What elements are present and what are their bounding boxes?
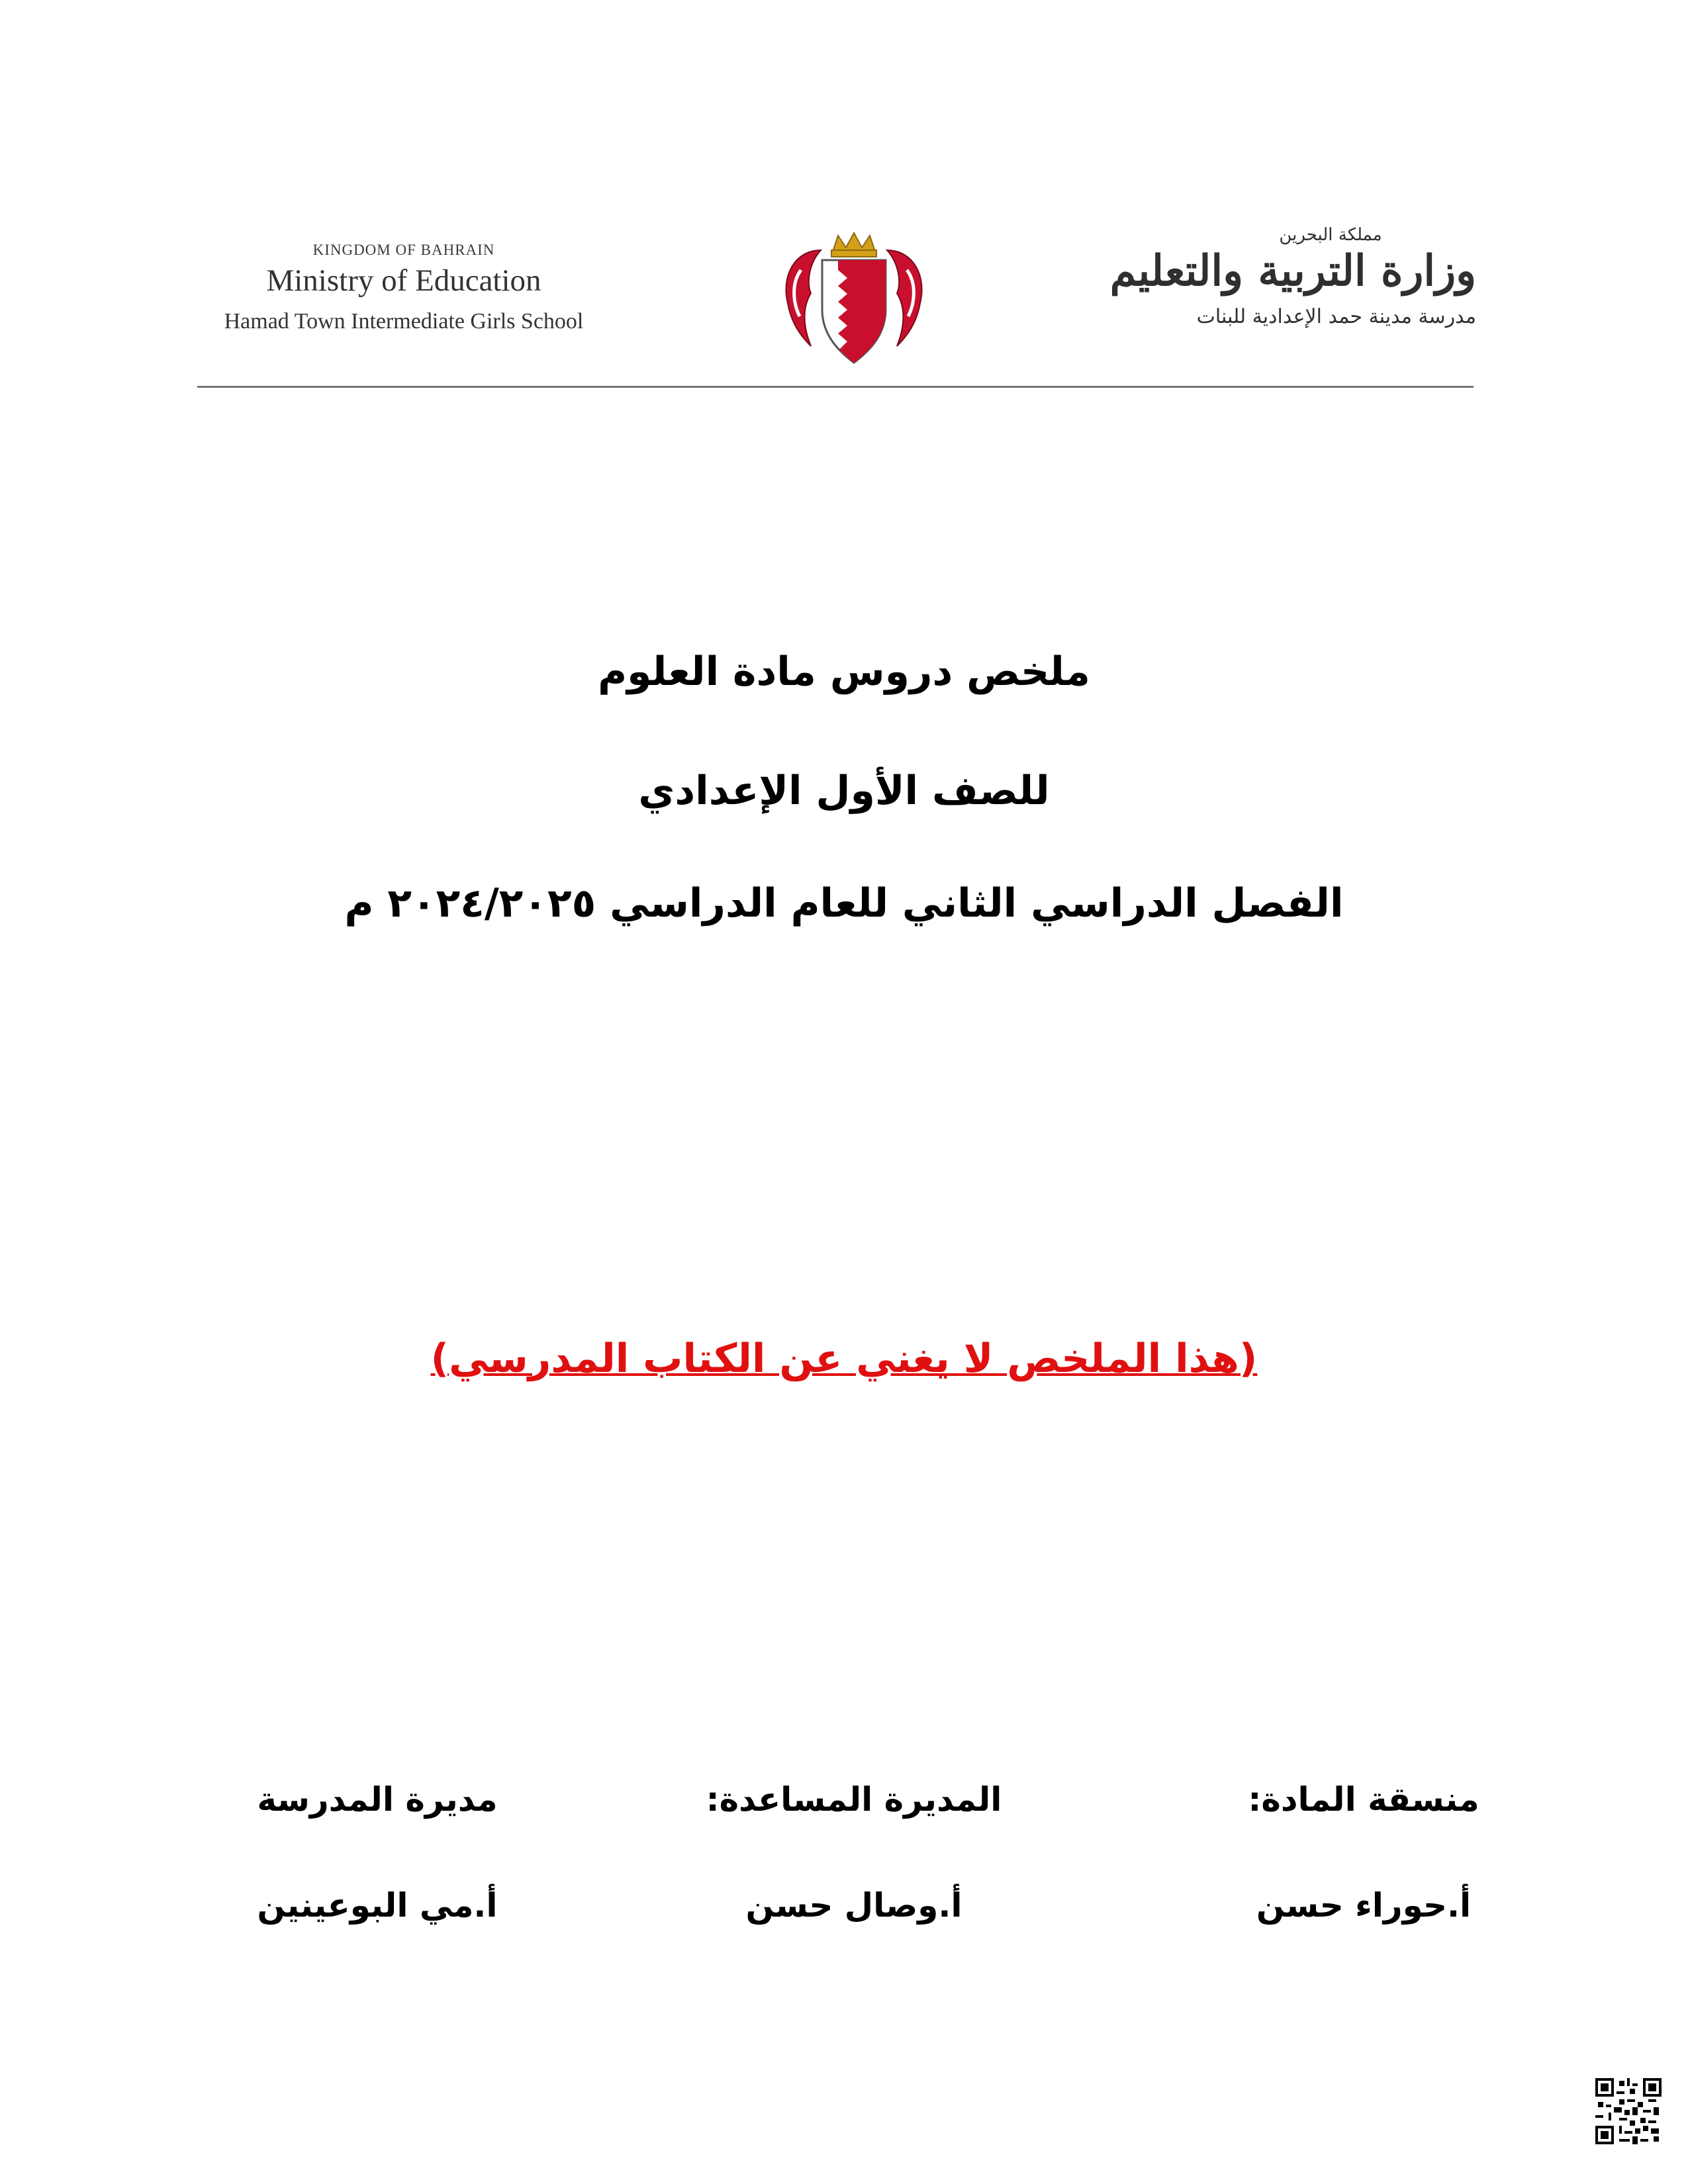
disclaimer-notice: (هذا الملخص لا يغني عن الكتاب المدرسي)	[430, 1336, 1258, 1382]
subject-coordinator-name: أ.حوراء حسن	[1256, 1886, 1472, 1925]
arabic-school: مدرسة مدينة حمد الإعدادية للبنات	[1196, 305, 1476, 328]
subject-coordinator-label: منسقة المادة:	[1248, 1780, 1479, 1819]
header-divider	[197, 386, 1474, 388]
english-kingdom: KINGDOM OF BAHRAIN	[312, 242, 495, 258]
assistant-principal-label: المديرة المساعدة:	[706, 1780, 1002, 1819]
english-ministry: Ministry of Education	[266, 263, 541, 298]
semester-title: الفصل الدراسي الثاني للعام الدراسي ٢٠٢٤/٢٠٢٥ م	[344, 880, 1344, 927]
qr-code-icon	[1595, 2078, 1662, 2144]
arabic-kingdom: مملكة البحرين	[1279, 225, 1382, 245]
grade-title: للصف الأول الإعدادي	[638, 768, 1050, 814]
document-title: ملخص دروس مادة العلوم	[598, 649, 1090, 695]
principal-label: مديرة المدرسة	[257, 1780, 498, 1819]
assistant-principal-name: أ.وصال حسن	[745, 1886, 962, 1925]
arabic-ministry: وزارة التربية والتعليم	[1109, 246, 1476, 296]
principal-name: أ.مي البوعينين	[257, 1886, 498, 1925]
arabic-header	[1105, 225, 1476, 328]
bahrain-coat-of-arms-icon	[774, 224, 933, 369]
english-school: Hamad Town Intermediate Girls School	[224, 309, 584, 334]
english-header	[192, 242, 616, 334]
